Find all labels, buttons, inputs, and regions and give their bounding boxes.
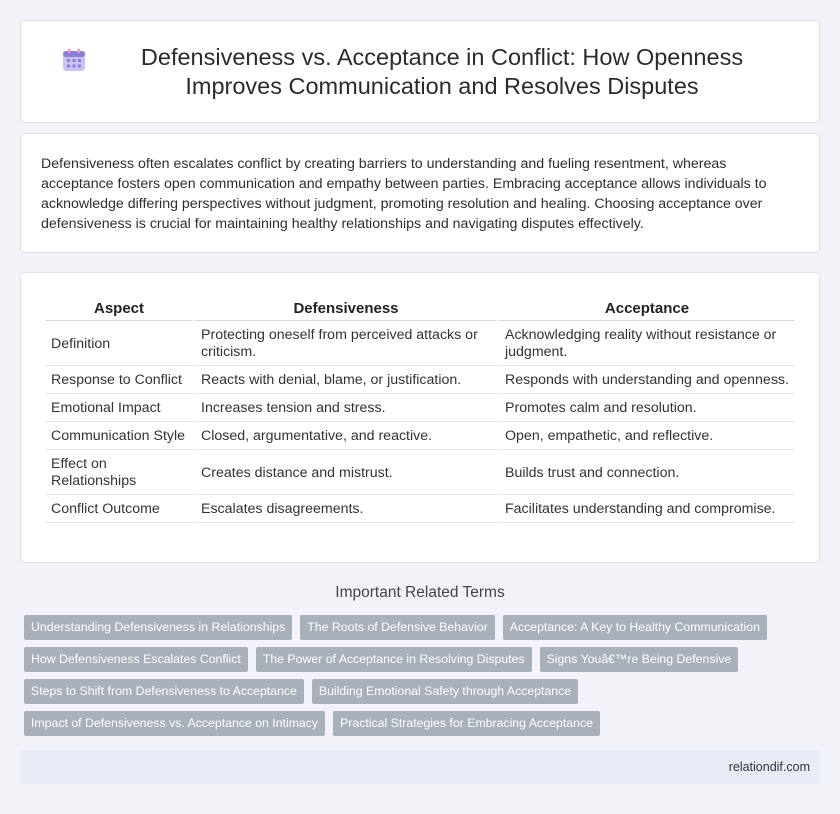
row-aspect: Conflict Outcome	[45, 497, 193, 523]
header-aspect: Aspect	[45, 297, 193, 321]
related-tag[interactable]: Signs Youâ€™re Being Defensive	[540, 647, 739, 672]
related-tag[interactable]: Impact of Defensiveness vs. Acceptance on Intimacy	[24, 711, 325, 736]
row-aspect: Communication Style	[45, 424, 193, 450]
row-defensiveness: Closed, argumentative, and reactive.	[195, 424, 497, 450]
table-row	[45, 497, 795, 523]
related-tag[interactable]: Practical Strategies for Embracing Acceptance	[333, 711, 600, 736]
row-aspect: Emotional Impact	[45, 396, 193, 422]
related-tag[interactable]: How Defensiveness Escalates Conflict	[24, 647, 248, 672]
row-aspect: Definition	[45, 323, 193, 366]
row-aspect: Response to Conflict	[45, 368, 193, 394]
row-acceptance: Open, empathetic, and reflective.	[499, 424, 795, 450]
row-acceptance: Responds with understanding and openness.	[499, 368, 795, 394]
row-defensiveness: Reacts with denial, blame, or justification.	[195, 368, 497, 394]
header-defensiveness: Defensiveness	[195, 297, 497, 321]
table-row	[45, 323, 795, 366]
title-card	[20, 20, 820, 123]
related-tags	[24, 615, 824, 743]
table-row	[45, 424, 795, 450]
related-terms-title: Important Related Terms	[335, 584, 505, 601]
footer	[20, 750, 820, 784]
summary-text: Defensiveness often escalates conflict by creating barriers to understanding and fueling resentment, whereas acceptance fosters open communication and empathy between parties. Embracing acceptance allows individuals to acknowledge differing perspectives without judgment, promoting resolution and healing. Choosing acceptance over defensiveness is crucial for maintaining healthy relationships and navigating disputes effectively.	[41, 156, 767, 232]
related-tag[interactable]: Building Emotional Safety through Acceptance	[312, 679, 578, 704]
header-acceptance: Acceptance	[499, 297, 795, 321]
comparison-card	[20, 272, 820, 563]
title-wrap	[21, 43, 819, 101]
row-aspect: Effect on Relationships	[45, 452, 193, 495]
comparison-table	[43, 295, 797, 525]
page-title: Defensiveness vs. Acceptance in Conflict: How Openness Improves Communication and Resolves Disputes	[140, 43, 744, 99]
row-acceptance: Acknowledging reality without resistance or judgment.	[499, 323, 795, 366]
related-tag[interactable]: The Power of Acceptance in Resolving Disputes	[256, 647, 532, 672]
row-defensiveness: Creates distance and mistrust.	[195, 452, 497, 495]
summary-card	[20, 133, 820, 253]
footer-site[interactable]: relationdif.com	[728, 760, 810, 774]
row-defensiveness: Protecting oneself from perceived attacks or criticism.	[195, 323, 497, 366]
table-header-row	[45, 297, 795, 321]
table-row	[45, 368, 795, 394]
related-tag[interactable]: The Roots of Defensive Behavior	[300, 615, 494, 640]
calendar-icon	[61, 47, 87, 73]
row-defensiveness: Escalates disagreements.	[195, 497, 497, 523]
row-defensiveness: Increases tension and stress.	[195, 396, 497, 422]
row-acceptance: Builds trust and connection.	[499, 452, 795, 495]
row-acceptance: Promotes calm and resolution.	[499, 396, 795, 422]
table-row	[45, 452, 795, 495]
row-acceptance: Facilitates understanding and compromise.	[499, 497, 795, 523]
related-tag[interactable]: Acceptance: A Key to Healthy Communication	[503, 615, 767, 640]
related-tag[interactable]: Steps to Shift from Defensiveness to Acceptance	[24, 679, 304, 704]
related-tag[interactable]: Understanding Defensiveness in Relationships	[24, 615, 292, 640]
table-row	[45, 396, 795, 422]
